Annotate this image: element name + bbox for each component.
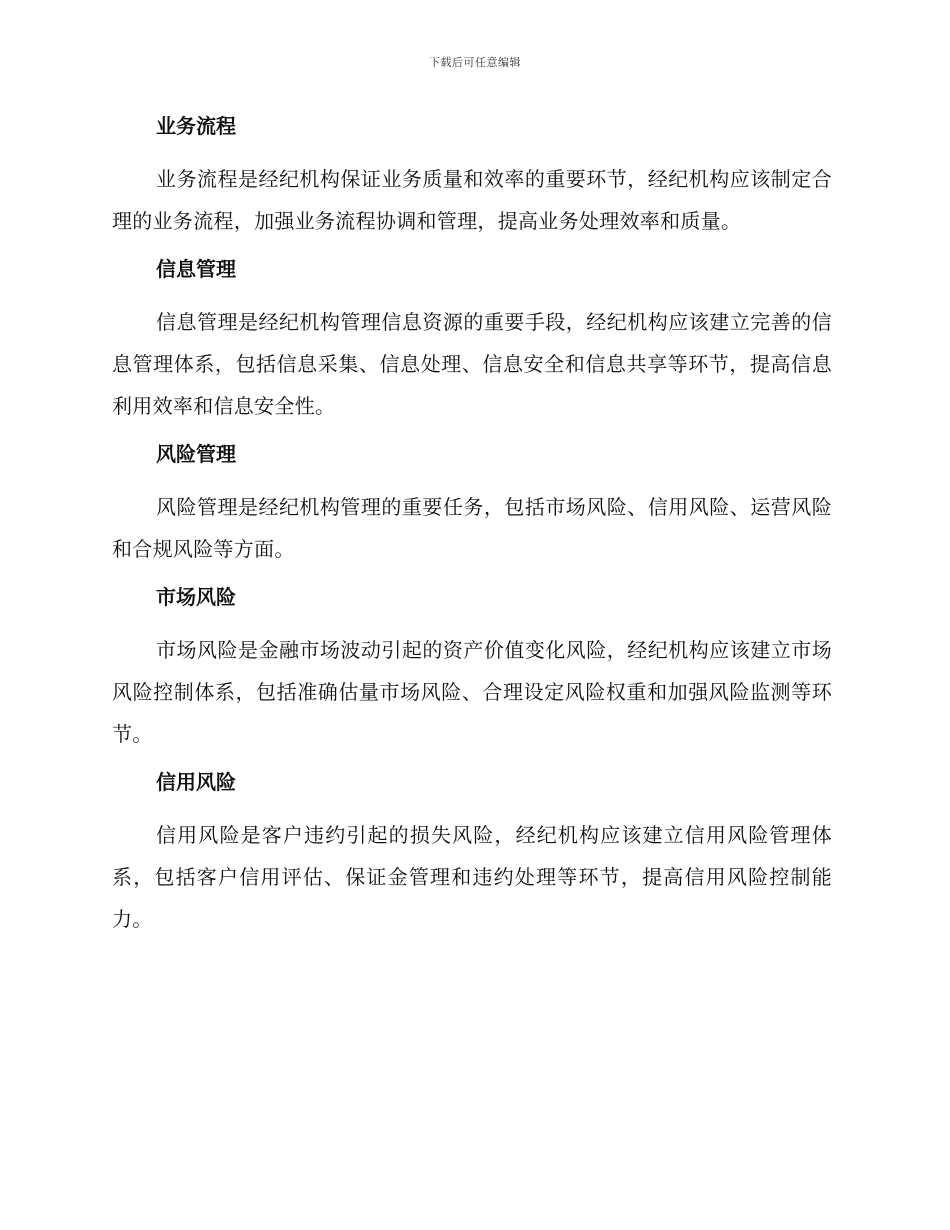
- section-heading: 信用风险: [156, 770, 236, 794]
- section-market-risk: [112, 579, 832, 755]
- section-paragraph: 信息管理是经纪机构管理信息资源的重要手段，经纪机构应该建立完善的信息管理体系，包括信息采集、信息处理、信息安全和信息共享等环节，提高信息利用效率和信息安全性。: [112, 310, 832, 418]
- section-heading: 业务流程: [156, 114, 236, 138]
- section-information-management: [112, 251, 832, 427]
- document-body: [112, 108, 832, 949]
- page-header: 下载后可任意编辑: [429, 56, 521, 69]
- section-heading: 信息管理: [156, 257, 236, 281]
- section-risk-management: [112, 436, 832, 570]
- section-credit-risk: [112, 764, 832, 940]
- section-paragraph: 信用风险是客户违约引起的损失风险，经纪机构应该建立信用风险管理体系，包括客户信用评估、保证金管理和违约处理等环节，提高信用风险控制能力。: [112, 823, 832, 931]
- section-heading: 风险管理: [156, 442, 236, 466]
- section-paragraph: 业务流程是经纪机构保证业务质量和效率的重要环节，经纪机构应该制定合理的业务流程，加强业务流程协调和管理，提高业务处理效率和质量。: [112, 167, 832, 233]
- section-paragraph: 风险管理是经纪机构管理的重要任务，包括市场风险、信用风险、运营风险和合规风险等方面。: [112, 495, 832, 561]
- section-paragraph: 市场风险是金融市场波动引起的资产价值变化风险，经纪机构应该建立市场风险控制体系，包括准确估量市场风险、合理设定风险权重和加强风险监测等环节。: [112, 638, 832, 746]
- section-business-process: [112, 108, 832, 242]
- section-heading: 市场风险: [156, 585, 236, 609]
